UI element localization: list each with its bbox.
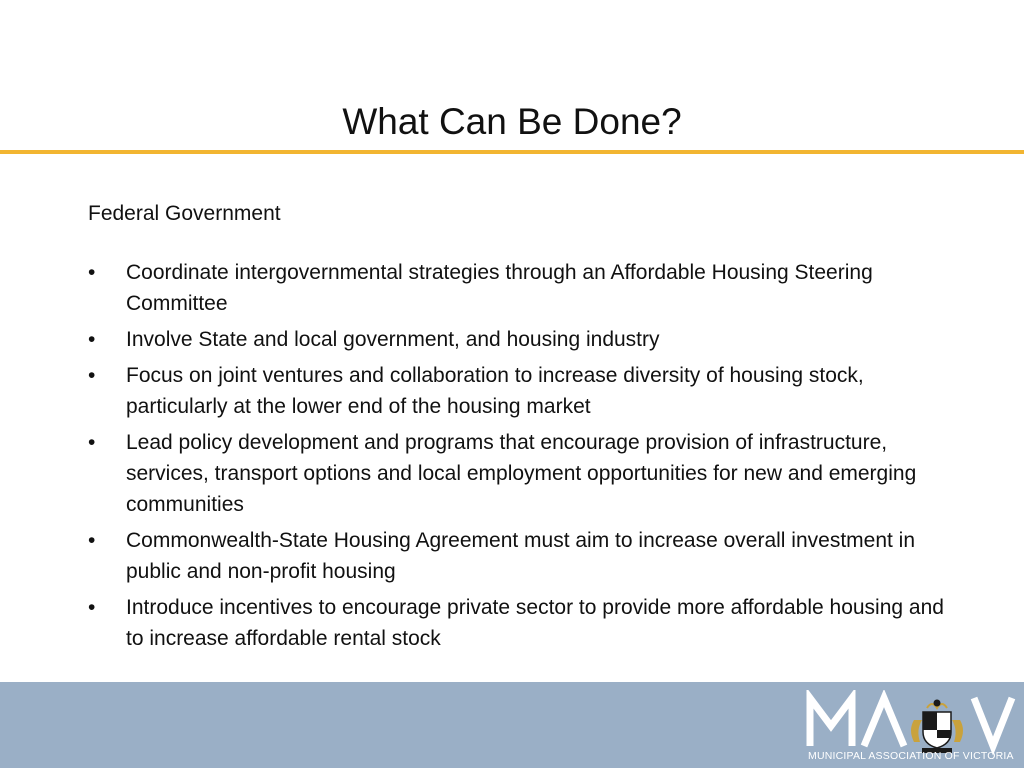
slide-title: What Can Be Done? <box>342 101 682 142</box>
bullet-item <box>88 525 958 587</box>
bullet-list <box>88 257 958 659</box>
bullet-icon: • <box>88 431 96 454</box>
bullet-item <box>88 324 958 355</box>
bullet-text: Commonwealth-State Housing Agreement must aim to increase overall investment in public and non-profit housing <box>126 529 916 583</box>
bullet-icon: • <box>88 261 96 284</box>
bullet-text: Introduce incentives to encourage private sector to provide more affordable housing and to increase affordable rental stock <box>126 596 944 650</box>
bullet-icon: • <box>88 596 96 619</box>
bullet-text: Lead policy development and programs that encourage provision of infrastructure, services, transport options and local employment opportunities for new and emerging communities <box>126 431 917 516</box>
title-divider <box>0 150 1024 154</box>
bullet-text: Focus on joint ventures and collaboration to increase diversity of housing stock, particularly at the lower end of the housing market <box>126 364 864 418</box>
bullet-icon: • <box>88 328 96 351</box>
logo-caption: MUNICIPAL ASSOCIATION OF VICTORIA <box>808 750 1014 762</box>
bullet-text: Involve State and local government, and housing industry <box>126 328 660 351</box>
bullet-item <box>88 592 958 654</box>
bullet-icon: • <box>88 529 96 552</box>
bullet-icon: • <box>88 364 96 387</box>
bullet-item <box>88 257 958 319</box>
coat-of-arms-icon <box>911 700 963 754</box>
bullet-item <box>88 427 958 520</box>
bullet-text: Coordinate intergovernmental strategies through an Affordable Housing Steering Committee <box>126 261 873 315</box>
section-heading: Federal Government <box>88 202 281 225</box>
bullet-item <box>88 360 958 422</box>
